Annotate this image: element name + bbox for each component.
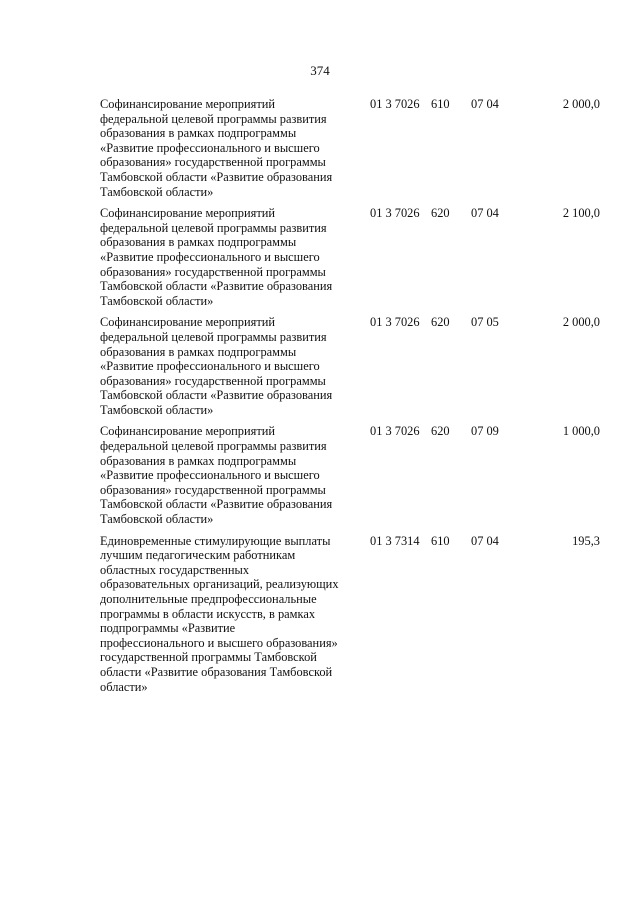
row-section-code: 07 05 <box>471 315 499 330</box>
row-amount: 2 000,0 <box>562 315 600 330</box>
table-row <box>100 424 600 526</box>
row-description: Софинансирование мероприятий федеральной целевой программы развития образования в рамках подпрограммы «Развитие профессионального и высшего образования» государственной программы Тамбовской области «Развитие образования Тамбовской области» <box>100 315 333 417</box>
row-target-article-code: 01 3 7026 <box>370 206 420 221</box>
row-description: Софинансирование мероприятий федеральной целевой программы развития образования в рамках подпрограммы «Развитие профессионального и высшего образования» государственной программы Тамбовской области «Развитие образования Тамбовской области» <box>100 97 333 199</box>
page-number: 374 <box>310 63 330 78</box>
row-section-code: 07 04 <box>471 97 499 111</box>
row-section-code: 07 04 <box>471 533 499 548</box>
row-amount: 2 000,0 <box>562 97 600 111</box>
row-description: Софинансирование мероприятий федеральной целевой программы развития образования в рамках подпрограммы «Развитие профессионального и высшего образования» государственной программы Тамбовской области «Развитие образования Тамбовской области» <box>100 424 333 527</box>
table-row <box>100 315 600 417</box>
row-amount: 2 100,0 <box>562 206 600 221</box>
row-expense-type-code: 610 <box>431 97 450 111</box>
row-target-article-code: 01 3 7026 <box>370 315 420 330</box>
row-section-code: 07 09 <box>471 424 499 439</box>
row-section-code: 07 04 <box>471 206 499 221</box>
row-amount: 1 000,0 <box>562 424 600 439</box>
table-row <box>100 206 600 308</box>
row-expense-type-code: 620 <box>431 315 450 330</box>
table-row <box>100 534 600 695</box>
row-description: Единовременные стимулирующие выплаты лучшим педагогическим работникам областных государственных образовательных организаций, реализующих дополнительные предпрофессиональные программы в области искусств, в рамках подпрограммы «Развитие профессионального и высшего образования» государственной программы Тамбовской области «Развитие образования Тамбовской области» <box>100 533 339 694</box>
row-amount: 195,3 <box>572 533 600 548</box>
budget-table <box>100 97 600 701</box>
row-description: Софинансирование мероприятий федеральной целевой программы развития образования в рамках подпрограммы «Развитие профессионального и высшего образования» государственной программы Тамбовской области «Развитие образования Тамбовской области» <box>100 206 333 308</box>
row-target-article-code: 01 3 7314 <box>370 533 420 548</box>
row-target-article-code: 01 3 7026 <box>370 97 420 111</box>
row-expense-type-code: 610 <box>431 533 450 548</box>
row-expense-type-code: 620 <box>431 424 450 439</box>
table-row <box>100 97 600 199</box>
row-target-article-code: 01 3 7026 <box>370 424 420 439</box>
row-expense-type-code: 620 <box>431 206 450 221</box>
